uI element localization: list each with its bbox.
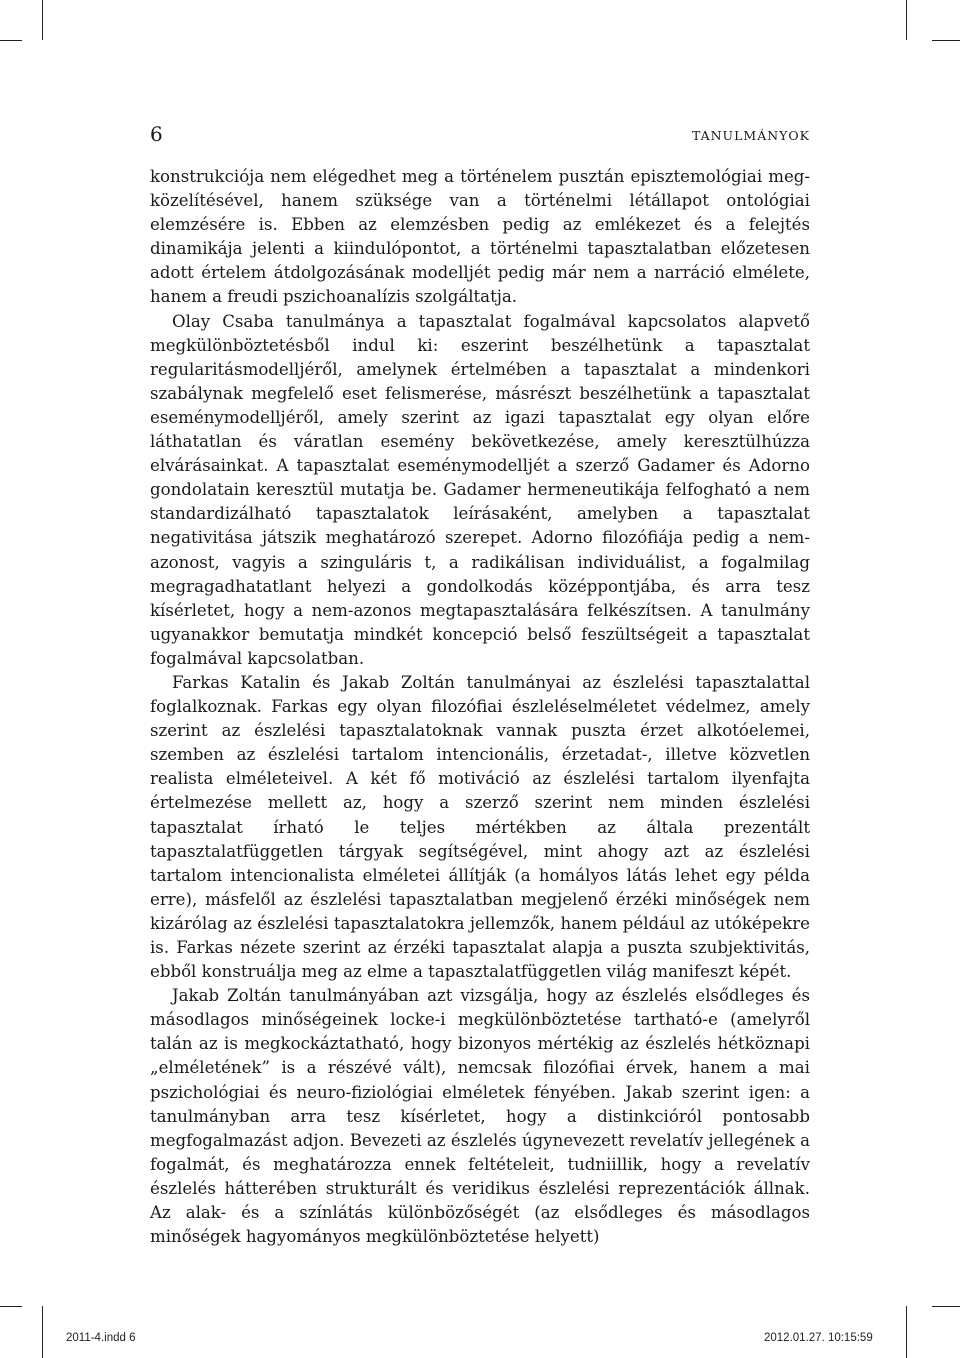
- crop-mark-top-right: [906, 0, 907, 40]
- crop-mark-top-right-h: [932, 40, 960, 41]
- paragraph-4: Jakab Zoltán tanulmányában azt vizsgálja, hogy az észlelés elsődleges és másodlagos minőségeinek locke-i megkülönböztetése tartható-e (amelyről talán az is megkockáztatható, hogy bizonyos mértékig az észlelés hétköznapi „elméletének” is a részévé vált), nemcsak filozófiai érvek, hanem a mai pszichológiai és neuro-fiziológiai elméletek fényében. Jakab szerint igen: a tanulmányban arra tesz kísérletet, hogy a distinkcióról pontosabb megfogalmazást adjon. Bevezeti az észlelés úgynevezett revelatív jellegének a fogalmát, és meghatározza ennek feltételeit, tudniillik, hogy a revelatív észlelés hátterében strukturált és veridikus észlelési reprezentációk állnak. Az alak- és a színlátás különbözőségét (az elsődleges és másodlagos minőségek hagyományos megkülönböztetése helyett): [150, 986, 810, 1247]
- page-header: [150, 122, 810, 152]
- paragraph-1: konstrukciója nem elégedhet meg a történelem pusztán episztemológiai megközelítésével, hanem szüksége van a történelmi létállapot ontológiai elemzésére is. Ebben az elemzésben pedig az emlékezet és a felejtés dinamikája jelenti a kiindulópontot, a történelmi tapasztalatban előzetesen adott értelem átdolgozásának modelljét pedig már nem a narráció elmélete, hanem a freudi pszichoanalízis szolgáltatja.: [150, 167, 810, 307]
- crop-mark-top-left: [42, 0, 43, 40]
- print-slug: [0, 1332, 960, 1352]
- page-number: 6: [150, 122, 163, 146]
- paragraph-2: Olay Csaba tanulmánya a tapasztalat fogalmával kapcsolatos alapvető megkülönböztetésből indul ki: eszerint beszélhetünk a tapasztalat regularitásmodelljéről, amelynek értelmében a tapasztalat a mindenkori szabálynak megfelelő eset felismerése, másrészt beszélhetünk a tapasztalat eseménymodelljéről, amely szerint az igazi tapasztalat egy olyan előre láthatatlan és váratlan esemény bekövetkezése, amely keresztülhúzza elvárásainkat. A tapasztalat eseménymodelljét a szerző Gadamer és Adorno gondolatain keresztül mutatja be. Gadamer hermeneutikája felfogható a nem standardizálható tapasztalatok leírásaként, amelyben a tapasztalat negativitása játszik meghatározó szerepet. Adorno filozófiája pedig a nem-azonost, vagyis a szinguláris t, a radikálisan individuálist, a fogalmilag megragadhatatlant helyezi a gondolkodás középpontjába, és arra tesz kísérletet, hogy a nem-azonos megtapasztalására felkészítsen. A tanulmány ugyanakkor bemutatja mindkét koncepció belső feszültségeit a tapasztalat fogalmával kapcsolatban.: [150, 311, 810, 668]
- print-timestamp: 2012.01.27. 10:15:59: [764, 1332, 873, 1344]
- running-title: TANULMÁNYOK: [691, 128, 810, 143]
- paragraph-3: Farkas Katalin és Jakab Zoltán tanulmányai az észlelési tapasztalattal foglalkoznak. Farkas egy olyan filozófiai észleléselméletet védelmez, amely szerint az észlelési tapasztalatoknak vannak puszta érzet alkotóelemei, szemben az észlelési tartalom intencionális, érzetadat-, illetve közvetlen realista elméleteivel. A két fő motiváció az észlelési tartalom ilyenfajta értelmezése mellett az, hogy a szerző szerint nem minden észlelési tapasztalat írható le teljes mértékben az általa prezentált tapasztalatfüggetlen tárgyak segítségével, mint ahogy azt az észlelési tartalom intencionalista elméletei állítják (a homályos látás lehet egy példa erre), másfelől az észlelési tapasztalatban megjelenő érzéki minőségek nem kizárólag az észlelési tapasztalatokra jellemzők, hanem például az utóképekre is. Farkas nézete szerint az érzéki tapasztalat alapja a puszta szubjektivitás, ebből konstruálja meg az elme a tapasztalatfüggetlen világ manifeszt képét.: [150, 672, 810, 982]
- crop-mark-top-left-h: [0, 40, 22, 41]
- file-label: 2011-4.indd 6: [66, 1332, 136, 1344]
- crop-mark-bottom-left-h: [0, 1306, 22, 1307]
- article-body: [150, 165, 810, 1249]
- crop-mark-bottom-right-h: [932, 1306, 960, 1307]
